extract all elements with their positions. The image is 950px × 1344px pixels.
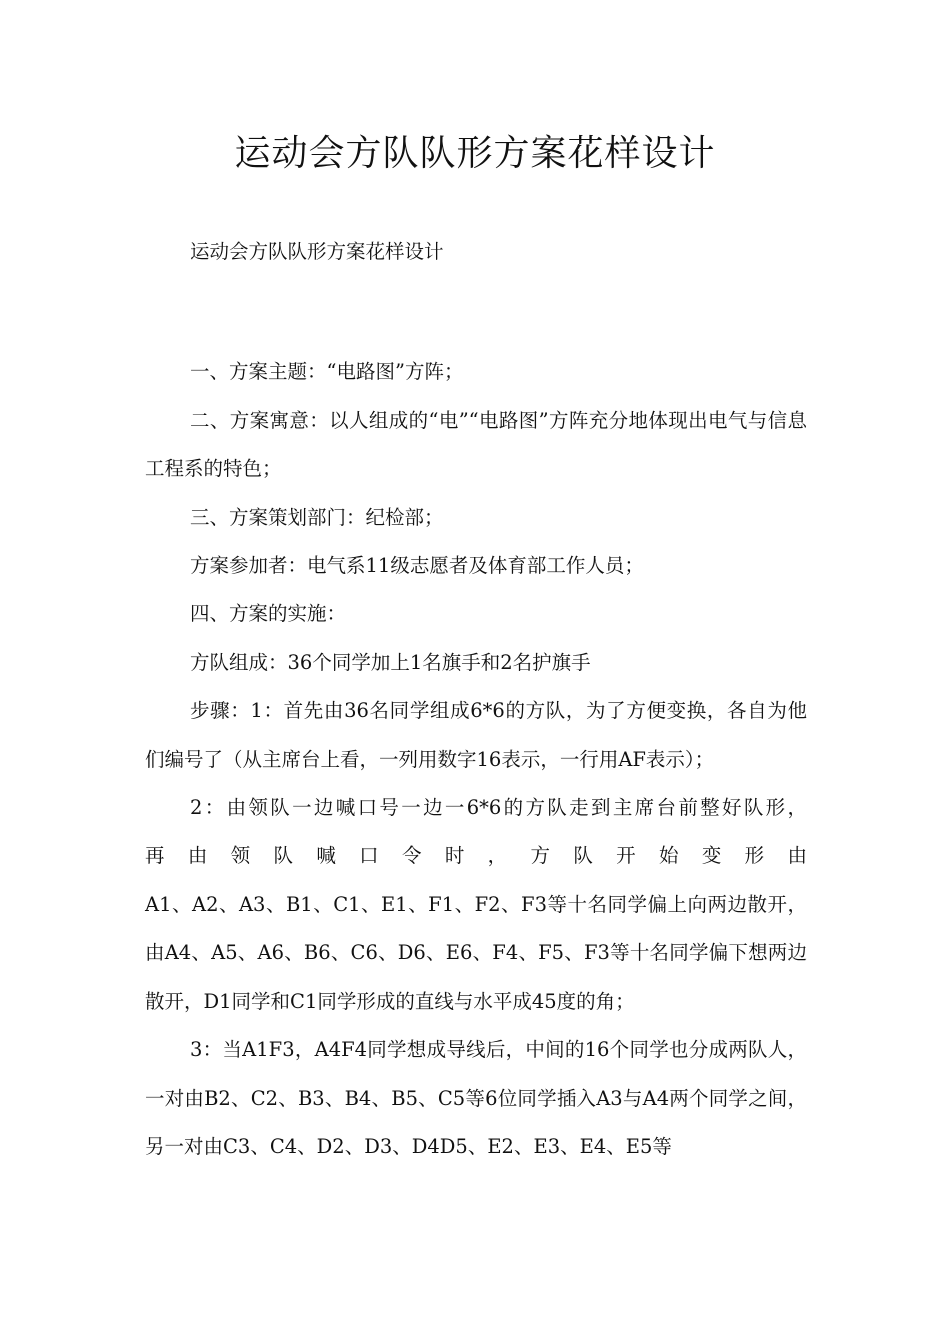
paragraph-step-1: 步骤：1：首先由36名同学组成6*6的方队，为了方便变换，各自为他们编号了（从主席台上看，一列用数字16表示，一行用AF表示）； (145, 699, 807, 771)
paragraph-step-2-line-1: 2：由领队一边喊口号一边一6*6的方队走到主席台前整好队形， (190, 796, 807, 820)
paragraph-step-2-line-2: 再 由 领 队 喊 口 令 时 ， 方 队 开 始 变 形 由 (145, 844, 807, 868)
paragraph-department: 三、方案策划部门：纪检部； (190, 505, 444, 529)
paragraph-theme: 一、方案主题：“电路图”方阵； (190, 360, 464, 384)
paragraph-participants: 方案参加者：电气系11级志愿者及体育部工作人员； (190, 554, 644, 578)
paragraph-formation: 方队组成：36个同学加上1名旗手和2名护旗手 (190, 650, 591, 674)
paragraph-step-2-rest: A1、A2、A3、B1、C1、E1、F1、F2、F3等十名同学偏上向两边散开，由A4、A5、A6、B6、C6、D6、E6、F4、F5、F3等十名同学偏下想两边散开，D1同学和C1同学形成的直线与水平成45度的角； (145, 892, 807, 1013)
document-body (145, 228, 807, 1171)
blank-gap (145, 324, 807, 348)
paragraph-meaning: 二、方案寓意：以人组成的“电”“电路图”方阵充分地体现出电气与信息工程系的特色； (145, 408, 807, 481)
paragraph-step-2 (145, 784, 807, 1026)
paragraph-step-3: 3：当A1F3，A4F4同学想成导线后，中间的16个同学也分成两队人，一对由B2、C2、B3、B4、B5、C5等6位同学插入A3与A4两个同学之间，另一对由C3、C4、D2、D3、D4D5、E2、E3、E4、E5等 (145, 1038, 807, 1158)
document-title: 运动会方队队形方案花样设计 (234, 133, 716, 174)
subtitle-paragraph: 运动会方队队形方案花样设计 (190, 240, 444, 263)
blank-line (145, 276, 807, 324)
paragraph-implementation: 四、方案的实施： (190, 602, 347, 626)
